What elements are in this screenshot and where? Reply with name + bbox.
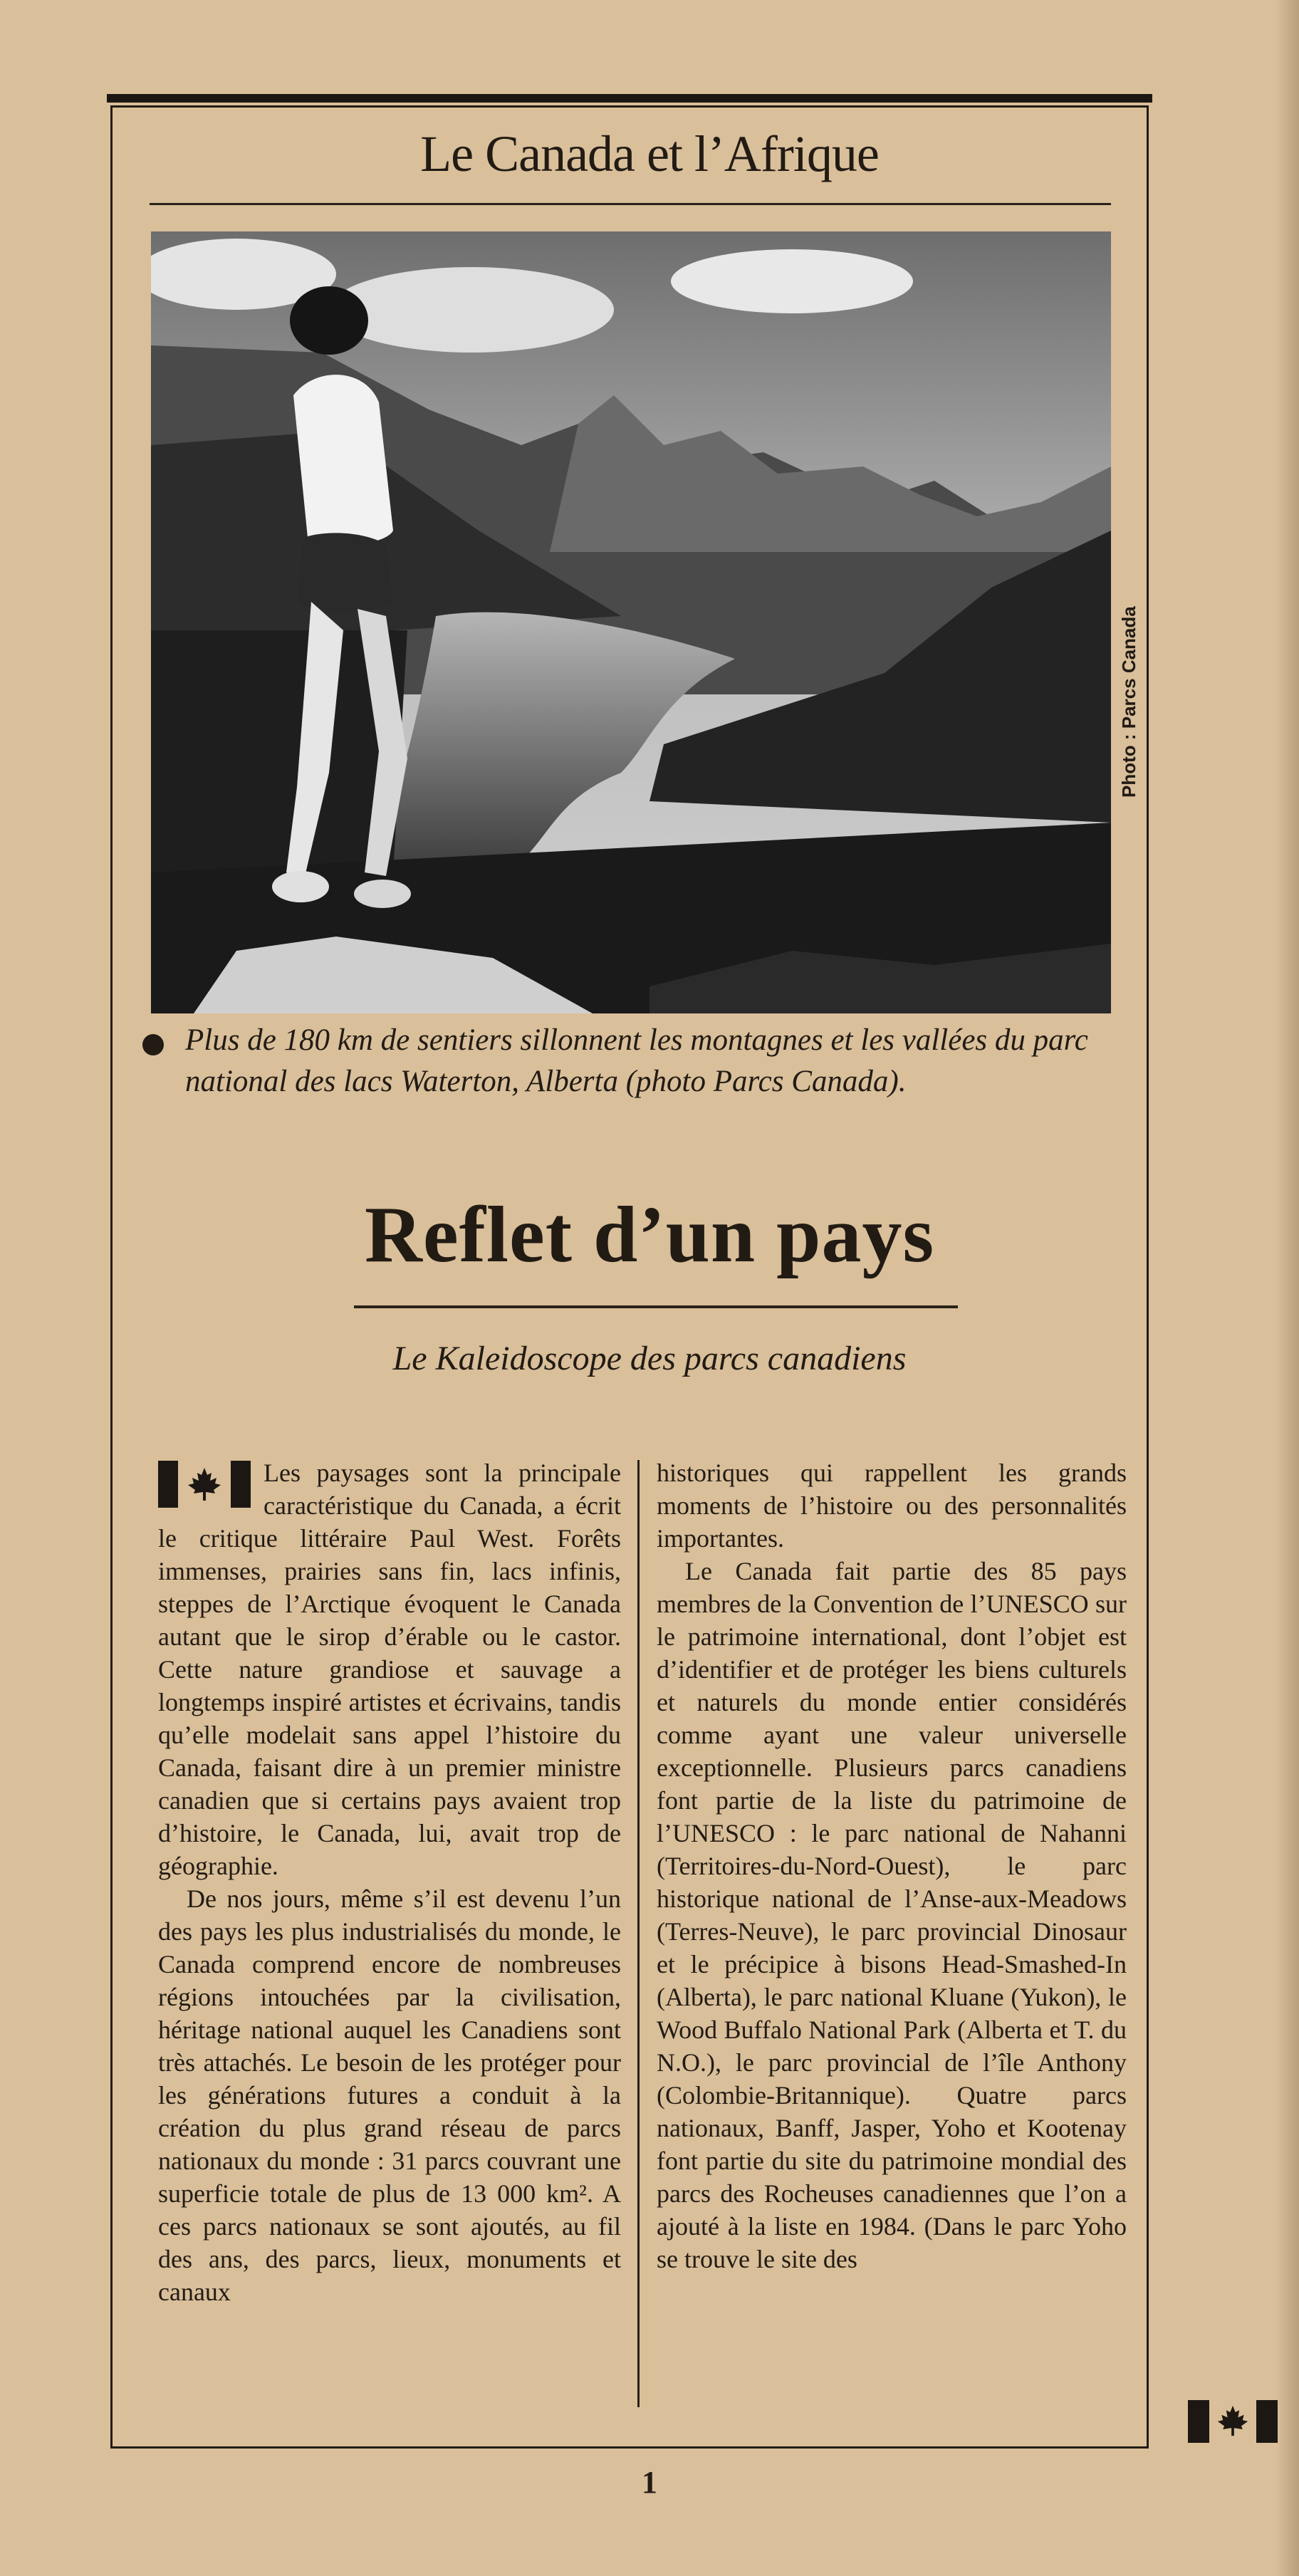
kicker-rule <box>150 203 1111 205</box>
paragraph: De nos jours, même s’il est devenu l’un des pays les plus industrialisés du monde, le Canada comprend encore de nombreuses régions intouchées par la civilisation, héritage national auquel les Canadiens sont très attachés. Le besoin de les protéger pour les générations futures a conduit à la création du plus grand réseau de parcs nationaux du monde : 31 parcs couvrant une superficie totale de plus de 13 000 km². A ces parcs nationaux se sont ajoutés, au fil des ans, des parcs, lieux, monuments et canaux <box>158 1884 621 2306</box>
page-edge-shadow <box>1276 0 1299 2576</box>
paragraph: Le Canada fait partie des 85 pays membres de la Convention de l’UNESCO sur le patrimoine international, dont l’objet est d’identifier et de protéger les biens culturels et naturels du monde entier considérés comme ayant une valeur universelle exceptionnelle. Plusieurs parcs canadiens font partie de la liste du patrimoine de l’UNESCO : le parc national de Nahanni (Territoires-du-Nord-Ouest), le parc historique national de l’Anse-aux-Meadows (Terres-Neuve), le parc provincial Dinosaur et le précipice à bisons Head-Smashed-In (Alberta), le parc national Kluane (Yukon), le Wood Buffalo National Park (Alberta et T. du N.O.), le parc provincial de l’île Anthony (Colombie-Britannique). Quatre parcs nationaux, Banff, Jasper, Yoho et Kootenay font partie du site du patrimoine mondial des parcs des Rocheuses canadiennes que l’on a ajouté à la liste en 1984. (Dans le parc Yoho se trouve le site des <box>657 1557 1127 2273</box>
bullet-icon <box>142 1034 164 1055</box>
section-kicker: Le Canada et l’Afrique <box>420 125 879 182</box>
landscape-photo <box>151 231 1111 1013</box>
photo-credit: Photo : Parcs Canada <box>1118 606 1139 798</box>
article-column-2 <box>657 1456 1127 2275</box>
headline-rule <box>354 1305 958 1308</box>
canadian-flag-icon <box>158 1461 251 1508</box>
headline: Reflet d’un pays <box>364 1191 935 1279</box>
page-number: 1 <box>642 2465 657 2500</box>
subtitle: Le Kaleidoscope des parcs canadiens <box>392 1340 907 1377</box>
top-rule <box>107 94 1152 103</box>
paragraph: Les paysages sont la principale caractéristique du Canada, a écrit le critique littéraire Paul West. Forêts immenses, prairies sans fin, lacs infinis, steppes de l’Arctique évoquent le Canada autant que le sirop d’érable ou le castor. Cette nature grandiose et sauvage a longtemps inspiré artistes et écrivains, tandis qu’elle modelait sans appel l’histoire du Canada, faisant dire à un premier ministre canadien que si certains pays avaient trop d’histoire, le Canada, lui, avait trop de géographie. <box>158 1459 621 1880</box>
canadian-flag-icon <box>1188 2400 1278 2443</box>
paragraph: historiques qui rappellent les grands moments de l’histoire ou des personnalités importantes. <box>657 1459 1127 1553</box>
column-divider <box>637 1460 640 2407</box>
article-column-1 <box>158 1456 621 2308</box>
photo-caption: Plus de 180 km de sentiers sillonnent les montagnes et les vallées du parc national des lacs Waterton, Alberta (photo Parcs Canada). <box>185 1023 1088 1098</box>
